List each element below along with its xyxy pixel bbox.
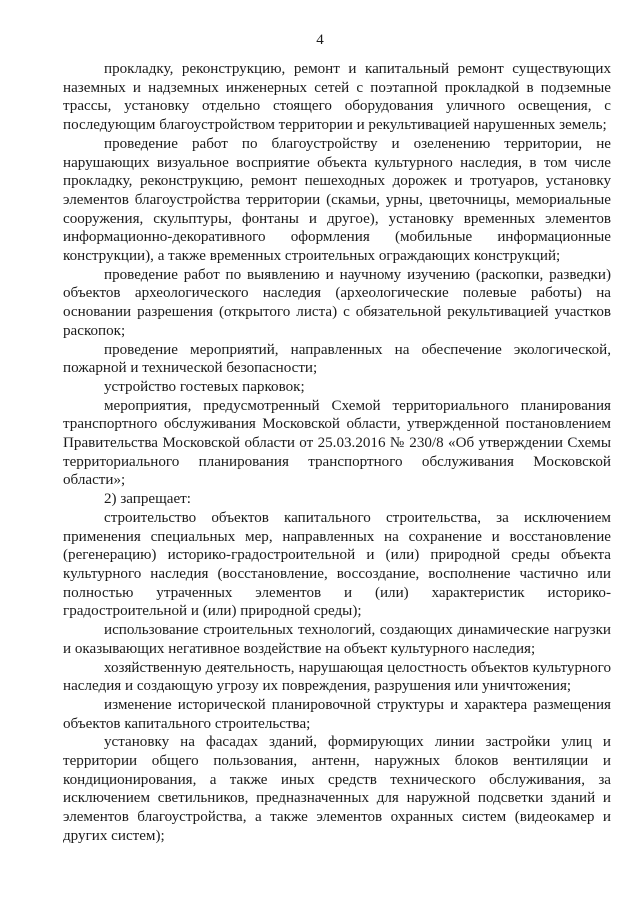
paragraph-planning-structure: изменение исторической планировочной структуры и характера размещения объектов капитального строительства; <box>63 696 611 732</box>
paragraph-transport-scheme: мероприятия, предусмотренный Схемой территориального планирования транспортного обслуживания Московской области, утвержденной постановлением Правительства Московской области от 25.03.2016 № 230/8 «Об утверждении Схемы территориального планирования транспортного обслуживания Московской области»; <box>63 397 611 489</box>
paragraph-parking: устройство гостевых парковок; <box>104 378 305 395</box>
paragraph-prohibits-heading: 2) запрещает: <box>104 491 191 508</box>
paragraph-safety: проведение мероприятий, направленных на обеспечение экологической, пожарной и технической безопасности; <box>63 341 611 377</box>
paragraph-construction: строительство объектов капитального строительства, за исключением применения специальных мер, направленных на сохранение и восстановление (регенерацию) историко-градостроительной и (или) природной среды объекта культурного наследия (восстановление, воссоздание, восполнение частично или полностью утраченных элементов и (или) характеристик историко-градостроительной и (или) природной среды); <box>63 509 611 620</box>
paragraph-technologies: использование строительных технологий, создающих динамические нагрузки и оказывающих негативное воздействие на объект культурного наследия; <box>63 622 611 657</box>
document-body <box>63 60 611 846</box>
paragraph-archaeology: проведение работ по выявлению и научному изучению (раскопки, разведки) объектов археологического наследия (археологические полевые работы) на основании разрешения (открытого листа) с обязательной рекультивацией участков раскопок; <box>63 266 611 339</box>
paragraph-economic-activity: хозяйственную деятельность, нарушающая целостность объектов культурного наследия и создающую угрозу их повреждения, разрушения или уничтожения; <box>63 659 611 695</box>
paragraph-landscaping: проведение работ по благоустройству и озеленению территории, не нарушающих визуальное восприятие объекта культурного наследия, в том числе прокладку, реконструкцию, ремонт пешеходных дорожек и тротуаров, установку элементов благоустройства территории (скамьи, урны, цветочницы, мемориальные сооружения, скульптуры, фонтаны и другое), установку временных элементов информационно-декоративного оформления (мобильные информационные конструкции), а также временных строительных ограждающих конструкций; <box>63 135 611 265</box>
paragraph-facade-installations: установку на фасадах зданий, формирующих линии застройки улиц и территории общего пользования, антенн, наружных блоков вентиляции и кондиционирования, а также иных средств технического обслуживания, за исключением светильников, предназначенных для наружной подсветки зданий и элементов благоустройства, а также элементов охранных систем (видеокамер и других систем); <box>63 734 611 844</box>
paragraph-networks: прокладку, реконструкцию, ремонт и капитальный ремонт существующих наземных и надземных инженерных сетей с поэтапной прокладкой в подземные трассы, установку отдельно стоящего оборудования уличного освещения, с последующим благоустройством территории и рекультивацией нарушенных земель; <box>63 61 611 134</box>
page-number: 4 <box>316 32 324 48</box>
